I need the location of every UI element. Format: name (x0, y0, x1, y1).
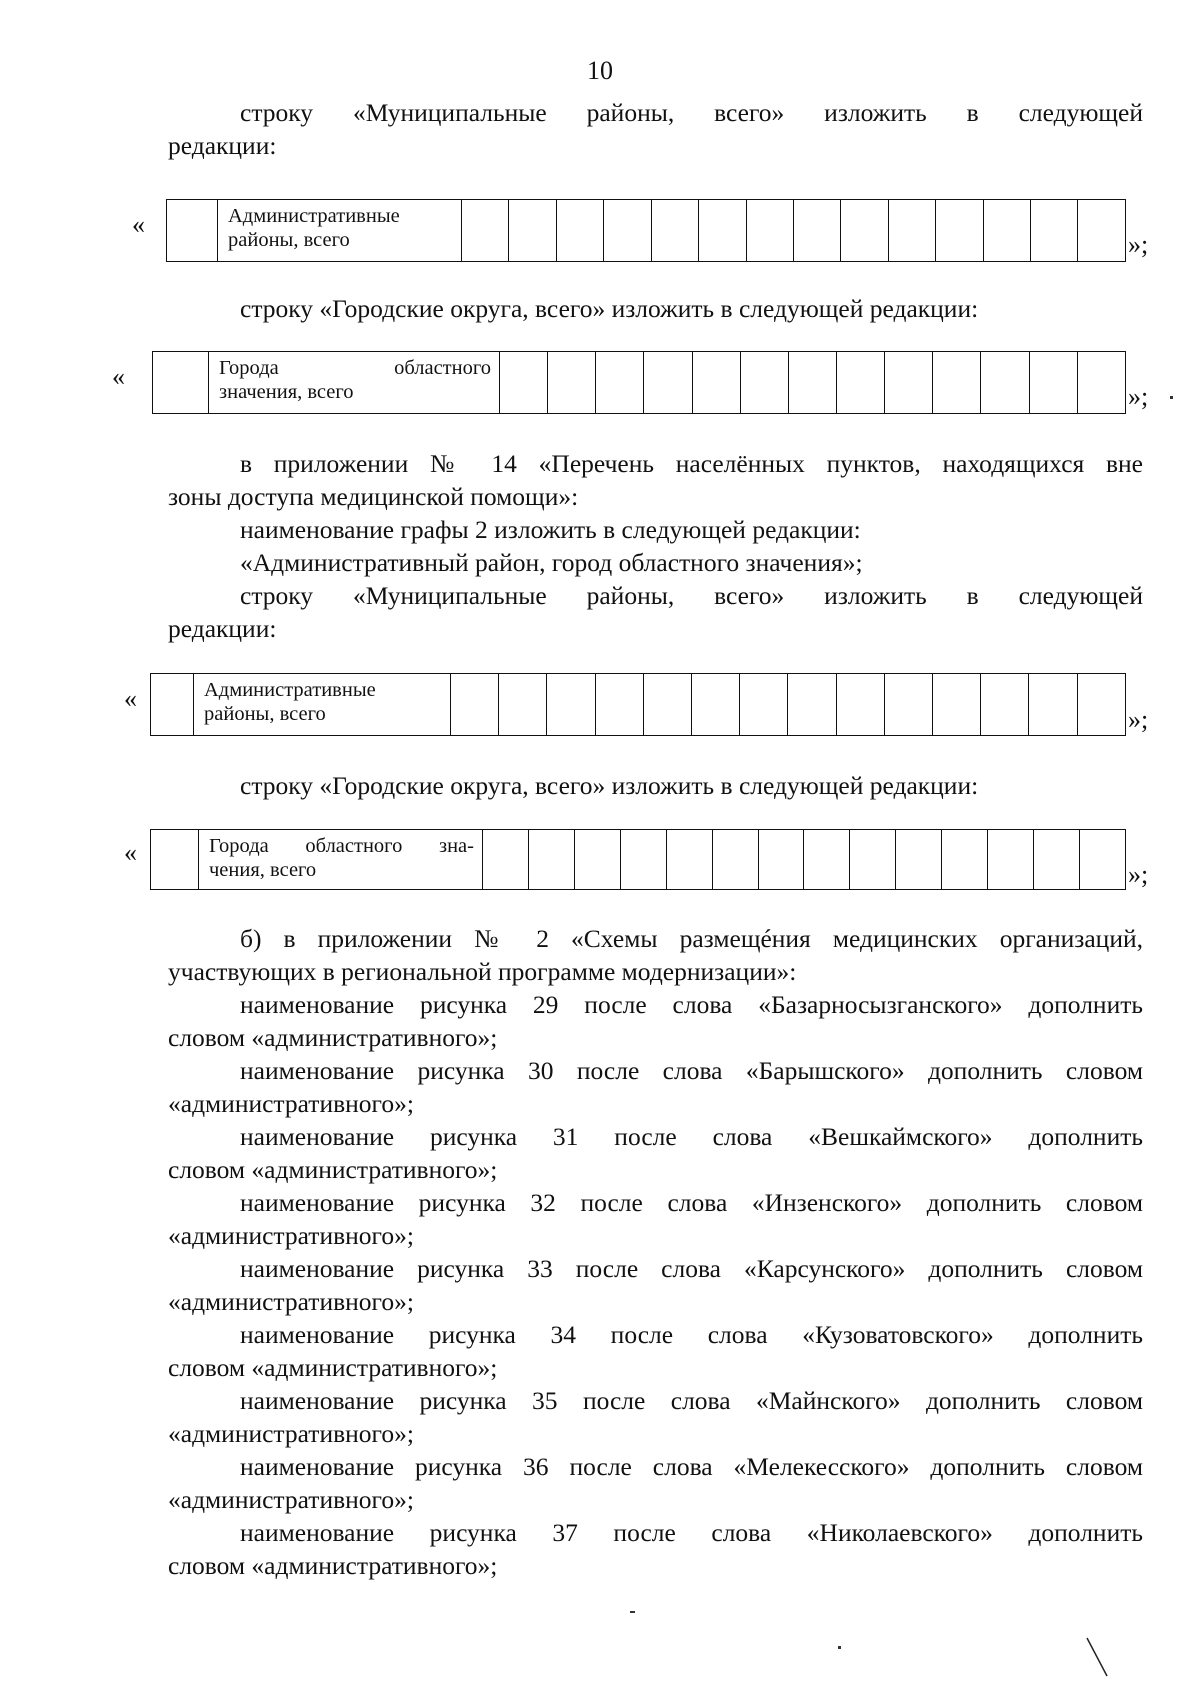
table-cell (888, 200, 935, 262)
quote-close: »; (1128, 705, 1149, 734)
table-admin-districts-2 (150, 673, 1126, 736)
paragraph-municipal-rows (168, 96, 1143, 162)
table-cell (620, 830, 666, 890)
table-city-oblast-1 (152, 351, 1126, 414)
table-cell (981, 674, 1029, 736)
quote-open: « (124, 838, 137, 867)
table-cell (483, 830, 529, 890)
table-cell (1029, 674, 1077, 736)
label-line: районы, всего (204, 703, 326, 725)
table-cell (547, 674, 595, 736)
text-line: наименование рисунка 29 после слова «Базарносызганского» дополнить (240, 990, 1143, 1019)
table-cell (692, 674, 740, 736)
table-cell (746, 200, 793, 262)
table-cell (1079, 830, 1125, 890)
text-line: словом «административного»; (168, 1155, 498, 1184)
label-line: чения, всего (209, 859, 317, 881)
table-cell (1077, 674, 1125, 736)
table-cell (983, 200, 1030, 262)
text-line: б) в приложении № 2 «Схемы размещéния медицинских организаций, (240, 924, 1143, 953)
text-line: наименование графы 2 изложить в следующей редакции: (240, 515, 861, 544)
table-cell (896, 830, 942, 890)
text-line: наименование рисунка 35 после слова «Майнского» дополнить словом (240, 1386, 1143, 1415)
table-cell (153, 352, 209, 414)
list-item (168, 1450, 1143, 1516)
table-cell (574, 830, 620, 890)
text-line: «административного»; (168, 1419, 414, 1448)
scan-speck (630, 1611, 635, 1613)
paragraph-appendix-14 (168, 447, 1143, 645)
text-line: наименование рисунка 36 после слова «Мелекесского» дополнить словом (240, 1452, 1143, 1481)
list-item (168, 1516, 1143, 1582)
table-cell (699, 200, 746, 262)
table-cell (596, 352, 644, 414)
label-line: Города областного зна- (209, 835, 474, 857)
table-row-label (194, 674, 451, 736)
table-cell (788, 674, 836, 736)
quote-close: »; (1128, 860, 1149, 889)
text-line: строку «Городские округа, всего» изложить в следующей редакции: (240, 294, 979, 323)
label-line: Административные (228, 205, 400, 227)
quote-close: »; (1128, 230, 1149, 259)
table-cell (885, 352, 933, 414)
text-line: наименование рисунка 34 после слова «Кузоватовского» дополнить (240, 1320, 1143, 1349)
list-item (168, 1318, 1143, 1384)
table-cell (836, 674, 884, 736)
table-cell (548, 352, 596, 414)
text-line: «административного»; (168, 1287, 414, 1316)
table-cell (933, 674, 981, 736)
text-line: словом «административного»; (168, 1353, 498, 1382)
table-cell (740, 674, 788, 736)
table-cell (758, 830, 804, 890)
figure-rename-list (168, 988, 1143, 1582)
text-line: наименование рисунка 32 после слова «Инзенского» дополнить словом (240, 1188, 1143, 1217)
list-item (168, 1186, 1143, 1252)
text-line: в приложении № 14 «Перечень населённых пунктов, находящихся вне (240, 449, 1143, 478)
table-cell (643, 674, 691, 736)
table-cell (850, 830, 896, 890)
table-cell (692, 352, 740, 414)
table-cell (151, 674, 194, 736)
list-item (168, 988, 1143, 1054)
scan-speck (838, 1646, 841, 1649)
text-line: «административного»; (168, 1089, 414, 1118)
table-cell (499, 674, 547, 736)
quote-open: « (112, 362, 125, 391)
table-cell (595, 674, 643, 736)
table-cell (981, 352, 1029, 414)
list-item (168, 1252, 1143, 1318)
table-cell (462, 200, 509, 262)
label-line: значения, всего (219, 381, 354, 403)
table-cell (556, 200, 603, 262)
label-line: Города областного (219, 357, 491, 379)
table-cell (836, 352, 884, 414)
table-cell (509, 200, 556, 262)
table-row-label (209, 352, 500, 414)
quote-open: « (132, 210, 145, 239)
text-line: участвующих в региональной программе модернизации»: (168, 957, 797, 986)
table-cell (712, 830, 758, 890)
table-cell (644, 352, 692, 414)
table-cell (788, 352, 836, 414)
table-cell (604, 200, 651, 262)
label-line: Административные (204, 679, 376, 701)
text-line: редакции: (168, 131, 277, 160)
text-line: словом «административного»; (168, 1023, 498, 1052)
list-item (168, 1384, 1143, 1450)
table-cell (793, 200, 840, 262)
text-line: наименование рисунка 33 после слова «Карсунского» дополнить словом (240, 1254, 1143, 1283)
paragraph-urban-districts (168, 292, 1143, 325)
text-line: «Административный район, город областного значения»; (240, 548, 863, 577)
table-row-label (199, 830, 483, 890)
table-cell (884, 674, 932, 736)
text-line: строку «Городские округа, всего» изложить в следующей редакции: (240, 771, 979, 800)
table-cell (936, 200, 983, 262)
table-cell (1031, 200, 1078, 262)
scan-stroke (1085, 1636, 1115, 1681)
table-cell (740, 352, 788, 414)
table-cell (1034, 830, 1080, 890)
table-admin-districts-1 (166, 199, 1126, 262)
quote-close: »; (1128, 382, 1149, 411)
table-cell (933, 352, 981, 414)
table-cell (451, 674, 499, 736)
table-city-oblast-2 (150, 829, 1126, 890)
table-cell (651, 200, 698, 262)
table-cell (1078, 200, 1126, 262)
list-item (168, 1120, 1143, 1186)
table-cell (841, 200, 888, 262)
text-line: наименование рисунка 31 после слова «Вешкаймского» дополнить (240, 1122, 1143, 1151)
text-line: «административного»; (168, 1221, 414, 1250)
scan-speck (1170, 396, 1173, 399)
list-item (168, 1054, 1143, 1120)
paragraph-appendix-2 (168, 922, 1143, 988)
table-cell (167, 200, 218, 262)
table-row-label (218, 200, 462, 262)
table-cell (500, 352, 548, 414)
text-line: строку «Муниципальные районы, всего» изложить в следующей (240, 581, 1143, 610)
text-line: наименование рисунка 30 после слова «Барышского» дополнить словом (240, 1056, 1143, 1085)
text-line: наименование рисунка 37 после слова «Николаевского» дополнить (240, 1518, 1143, 1547)
table-cell (1077, 352, 1125, 414)
label-line: районы, всего (228, 229, 350, 251)
text-line: «административного»; (168, 1485, 414, 1514)
table-cell (988, 830, 1034, 890)
table-cell (528, 830, 574, 890)
quote-open: « (124, 684, 137, 713)
table-cell (1029, 352, 1077, 414)
text-line: словом «административного»; (168, 1551, 498, 1580)
table-cell (151, 830, 199, 890)
text-line: зоны доступа медицинской помощи»: (168, 482, 579, 511)
text-line: редакции: (168, 614, 277, 643)
text-line: строку «Муниципальные районы, всего» изложить в следующей (240, 98, 1143, 127)
paragraph-urban-districts-2 (168, 769, 1143, 802)
table-cell (804, 830, 850, 890)
table-cell (666, 830, 712, 890)
page-number: 10 (587, 56, 613, 85)
table-cell (942, 830, 988, 890)
